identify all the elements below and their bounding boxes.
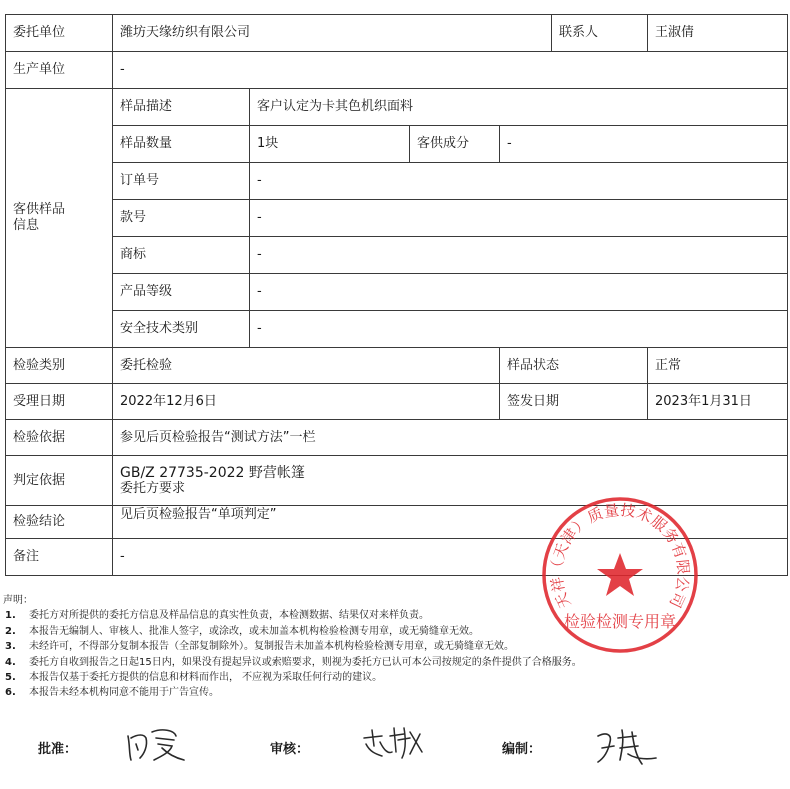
note-number: 5.: [5, 672, 16, 684]
note-item: [5, 670, 785, 685]
note-number: 6.: [5, 687, 16, 699]
issue-date-value: 2023年1月31日: [648, 384, 788, 420]
producer-value: -: [113, 52, 788, 89]
sample-group-label: [6, 89, 113, 348]
report-info-table: [5, 14, 788, 576]
approver-signature: [122, 722, 192, 766]
test-type-value: 委托检验: [113, 348, 500, 384]
grade-label: 产品等级: [113, 274, 250, 311]
accept-date-label: 受理日期: [6, 384, 113, 420]
seal-purpose-text: 检验检测专用章: [563, 612, 677, 631]
basis-label: 检验依据: [6, 420, 113, 456]
style-no-label: 款号: [113, 200, 250, 237]
composition-label: 客供成分: [410, 126, 500, 163]
safety-value: -: [250, 311, 788, 348]
note-text: 未经许可，不得部分复制本报告（全部复制除外）。复制报告未加盖本机构检验检测专用章，或无骑缝章无效。: [29, 641, 514, 653]
note-text: 委托方自收到报告之日起15日内，如果没有提起异议或索赔要求，则视为委托方已认可本公司按规定的条件提供了合格服务。: [29, 656, 582, 668]
sample-qty-value: 1块: [250, 126, 410, 163]
judge-standard: GB/Z 27735-2022 野营帐篷: [120, 464, 305, 481]
contact-value: 王淑倩: [648, 15, 788, 52]
remark-label: 备注: [6, 539, 113, 576]
seal-org-text: 天祥（天津）质量技术服务有限公司: [547, 500, 693, 612]
note-item: [5, 685, 785, 700]
note-number: 2.: [5, 625, 16, 637]
sample-desc-label: 样品描述: [113, 89, 250, 126]
test-type-label: 检验类别: [6, 348, 113, 384]
note-text: 本报告未经本机构同意不能用于广告宣传。: [29, 687, 219, 699]
note-text: 本报告仅基于委托方提供的信息和材料而作出， 不应视为采取任何行动的建议。: [29, 672, 383, 684]
note-number: 3.: [5, 641, 16, 653]
sample-state-value: 正常: [648, 348, 788, 384]
client-label: 委托单位: [6, 15, 113, 52]
judge-client-req: 委托方要求: [120, 480, 186, 496]
order-no-label: 订单号: [113, 163, 250, 200]
prepare-label: 编制：: [502, 742, 542, 757]
style-no-value: -: [250, 200, 788, 237]
official-seal: [540, 495, 700, 655]
approve-label: 批准：: [38, 742, 78, 757]
note-item: [5, 655, 785, 670]
statement-title: 声明：: [3, 595, 33, 606]
note-number: 4.: [5, 656, 16, 668]
composition-value: -: [500, 126, 788, 163]
contact-label: 联系人: [552, 15, 648, 52]
conclusion-text: 见后页检验报告“单项判定”: [120, 507, 277, 522]
sample-group-label-text: 客供样品 信息: [13, 202, 66, 233]
conclusion-label: 检验结论: [6, 506, 113, 539]
reviewer-signature: [360, 722, 430, 762]
sample-qty-label: 样品数量: [113, 126, 250, 163]
brand-value: -: [250, 237, 788, 274]
issue-date-label: 签发日期: [500, 384, 648, 420]
basis-value: 参见后页检验报告“测试方法”一栏: [113, 420, 788, 456]
brand-label: 商标: [113, 237, 250, 274]
note-text: 委托方对所提供的委托方信息及样品信息的真实性负责，本检测数据、结果仅对来样负责。: [29, 610, 429, 622]
grade-value: -: [250, 274, 788, 311]
order-no-value: -: [250, 163, 788, 200]
remark-value: -: [113, 539, 788, 576]
producer-label: 生产单位: [6, 52, 113, 89]
note-text: 本报告无编制人、审核人、批准人签字，或涂改，或未加盖本机构检验检测专用章，或无骑缝章无效。: [29, 625, 479, 637]
client-value: 潍坊天缘纺织有限公司: [113, 15, 552, 52]
safety-label: 安全技术类别: [113, 311, 250, 348]
accept-date-value: 2022年12月6日: [113, 384, 500, 420]
sample-desc-value: 客户认定为卡其色机织面料: [250, 89, 788, 126]
preparer-signature: [592, 724, 662, 768]
review-label: 审核：: [270, 742, 310, 757]
note-number: 1.: [5, 610, 16, 622]
sample-state-label: 样品状态: [500, 348, 648, 384]
seal-star-icon: [597, 553, 643, 596]
judge-label: 判定依据: [6, 456, 113, 506]
